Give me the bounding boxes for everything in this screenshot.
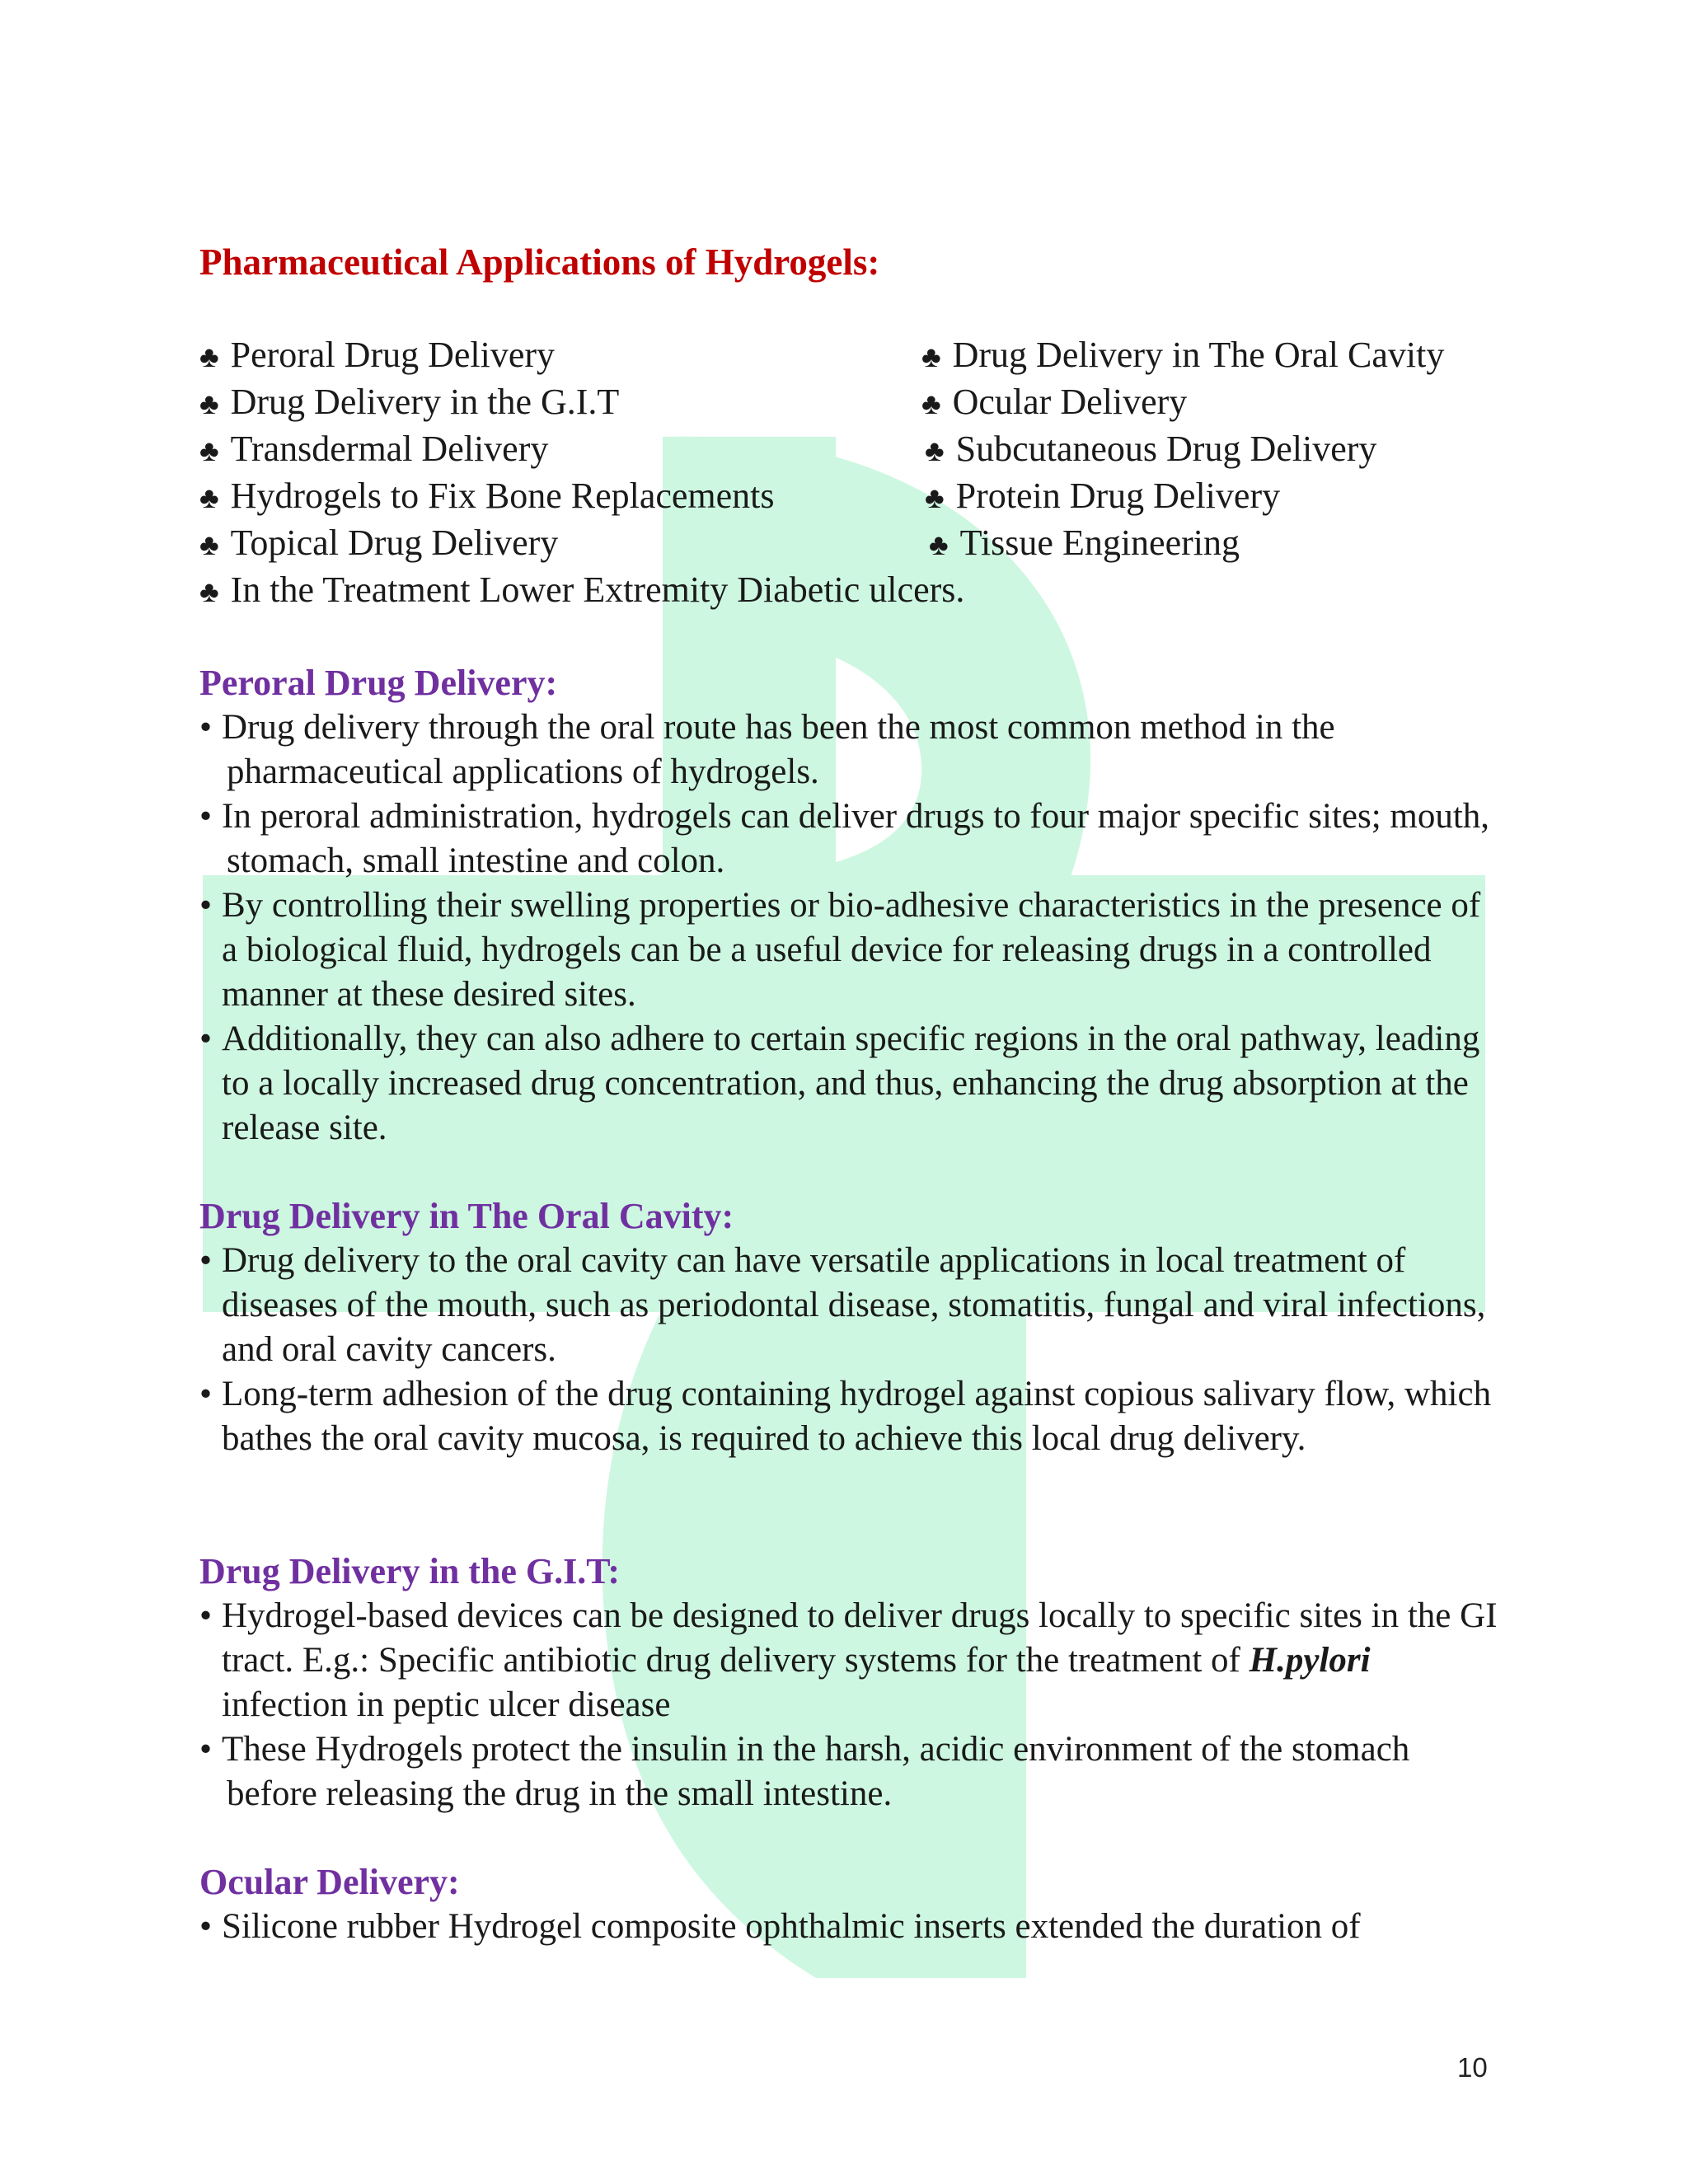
section-title: Drug Delivery in the G.I.T: — [199, 1551, 621, 1591]
application-list-item: ♣ Topical Drug Delivery — [199, 523, 559, 563]
application-list-item: ♣ In the Treatment Lower Extremity Diabetic ulcers. — [199, 569, 965, 610]
section-peroral — [199, 661, 1502, 1151]
application-list-item: ♣ Peroral Drug Delivery — [199, 335, 556, 375]
bullet-item: • Additionally, they can also adhere to certain specific regions in the oral pathway, leading to a locally increased drug concentration, and thus, enhancing the drug absorption at the release site. — [199, 1017, 1502, 1151]
application-list-item: ♣ Drug Delivery in The Oral Cavity — [921, 335, 1445, 375]
application-list-item: ♣ Protein Drug Delivery — [925, 476, 1281, 516]
bullet-item: • Hydrogel-based devices can be designed to deliver drugs locally to specific sites in the GI tract. E.g.: Specific antibiotic drug delivery systems for the treatment of H.pylori infection in peptic ulcer disease — [199, 1594, 1502, 1727]
application-list-item: ♣ Drug Delivery in the G.I.T — [199, 382, 620, 422]
section-ocular — [199, 1860, 1502, 1949]
club-bullet-icon: ♣ — [921, 340, 941, 373]
bullet-item: • In peroral administration, hydrogels can deliver drugs to four major specific sites; mouth, stomach, small intestine and colon. — [199, 794, 1502, 883]
club-bullet-icon: ♣ — [929, 528, 949, 561]
section-title: Ocular Delivery: — [199, 1862, 460, 1902]
club-bullet-icon: ♣ — [921, 387, 941, 420]
bullet-dot: • — [199, 1241, 213, 1280]
application-list-item: ♣ Subcutaneous Drug Delivery — [925, 429, 1377, 469]
club-bullet-icon: ♣ — [925, 481, 945, 514]
application-list-item: ♣ Ocular Delivery — [921, 382, 1188, 422]
bullet-item: • Long-term adhesion of the drug containing hydrogel against copious salivary flow, which bathes the oral cavity mucosa, is required to achieve this local drug delivery. — [199, 1372, 1502, 1461]
club-bullet-icon: ♣ — [199, 575, 219, 608]
bullet-dot: • — [199, 1019, 213, 1058]
bullet-dot: • — [199, 1375, 213, 1413]
club-bullet-icon: ♣ — [199, 387, 219, 420]
page-title: Pharmaceutical Applications of Hydrogels: — [199, 241, 880, 283]
club-bullet-icon: ♣ — [199, 481, 219, 514]
bullet-dot: • — [199, 1596, 213, 1635]
bullet-dot: • — [199, 1907, 213, 1946]
section-oral-cavity — [199, 1194, 1502, 1461]
page-number: 10 — [1457, 2052, 1488, 2083]
section-title: Peroral Drug Delivery: — [199, 663, 558, 703]
application-list-item: ♣ Hydrogels to Fix Bone Replacements — [199, 476, 775, 516]
bullet-dot: • — [199, 708, 213, 747]
bullet-dot: • — [199, 886, 213, 925]
club-bullet-icon: ♣ — [925, 434, 945, 467]
bullet-item: • These Hydrogels protect the insulin in the harsh, acidic environment of the stomach before releasing the drug in the small intestine. — [199, 1727, 1502, 1816]
bullet-item: • Drug delivery to the oral cavity can have versatile applications in local treatment of diseases of the mouth, such as periodontal disease, stomatitis, fungal and viral infections, and oral cavity cancers. — [199, 1239, 1502, 1372]
application-list-item: ♣ Tissue Engineering — [929, 523, 1240, 563]
application-list-item: ♣ Transdermal Delivery — [199, 429, 549, 469]
club-bullet-icon: ♣ — [199, 434, 219, 467]
emphasis-term: H.pylori — [1249, 1641, 1371, 1680]
bullet-item: • Drug delivery through the oral route has been the most common method in the pharmaceutical applications of hydrogels. — [199, 705, 1502, 794]
bullet-dot: • — [199, 1730, 213, 1769]
bullet-dot: • — [199, 797, 213, 836]
section-git — [199, 1549, 1502, 1816]
bullet-item: • Silicone rubber Hydrogel composite ophthalmic inserts extended the duration of — [199, 1905, 1502, 1949]
club-bullet-icon: ♣ — [199, 340, 219, 373]
club-bullet-icon: ♣ — [199, 528, 219, 561]
bullet-item: • By controlling their swelling properties or bio-adhesive characteristics in the presence of a biological fluid, hydrogels can be a useful device for releasing drugs in a controlled manner at these desired sites. — [199, 883, 1502, 1017]
section-title: Drug Delivery in The Oral Cavity: — [199, 1196, 734, 1236]
